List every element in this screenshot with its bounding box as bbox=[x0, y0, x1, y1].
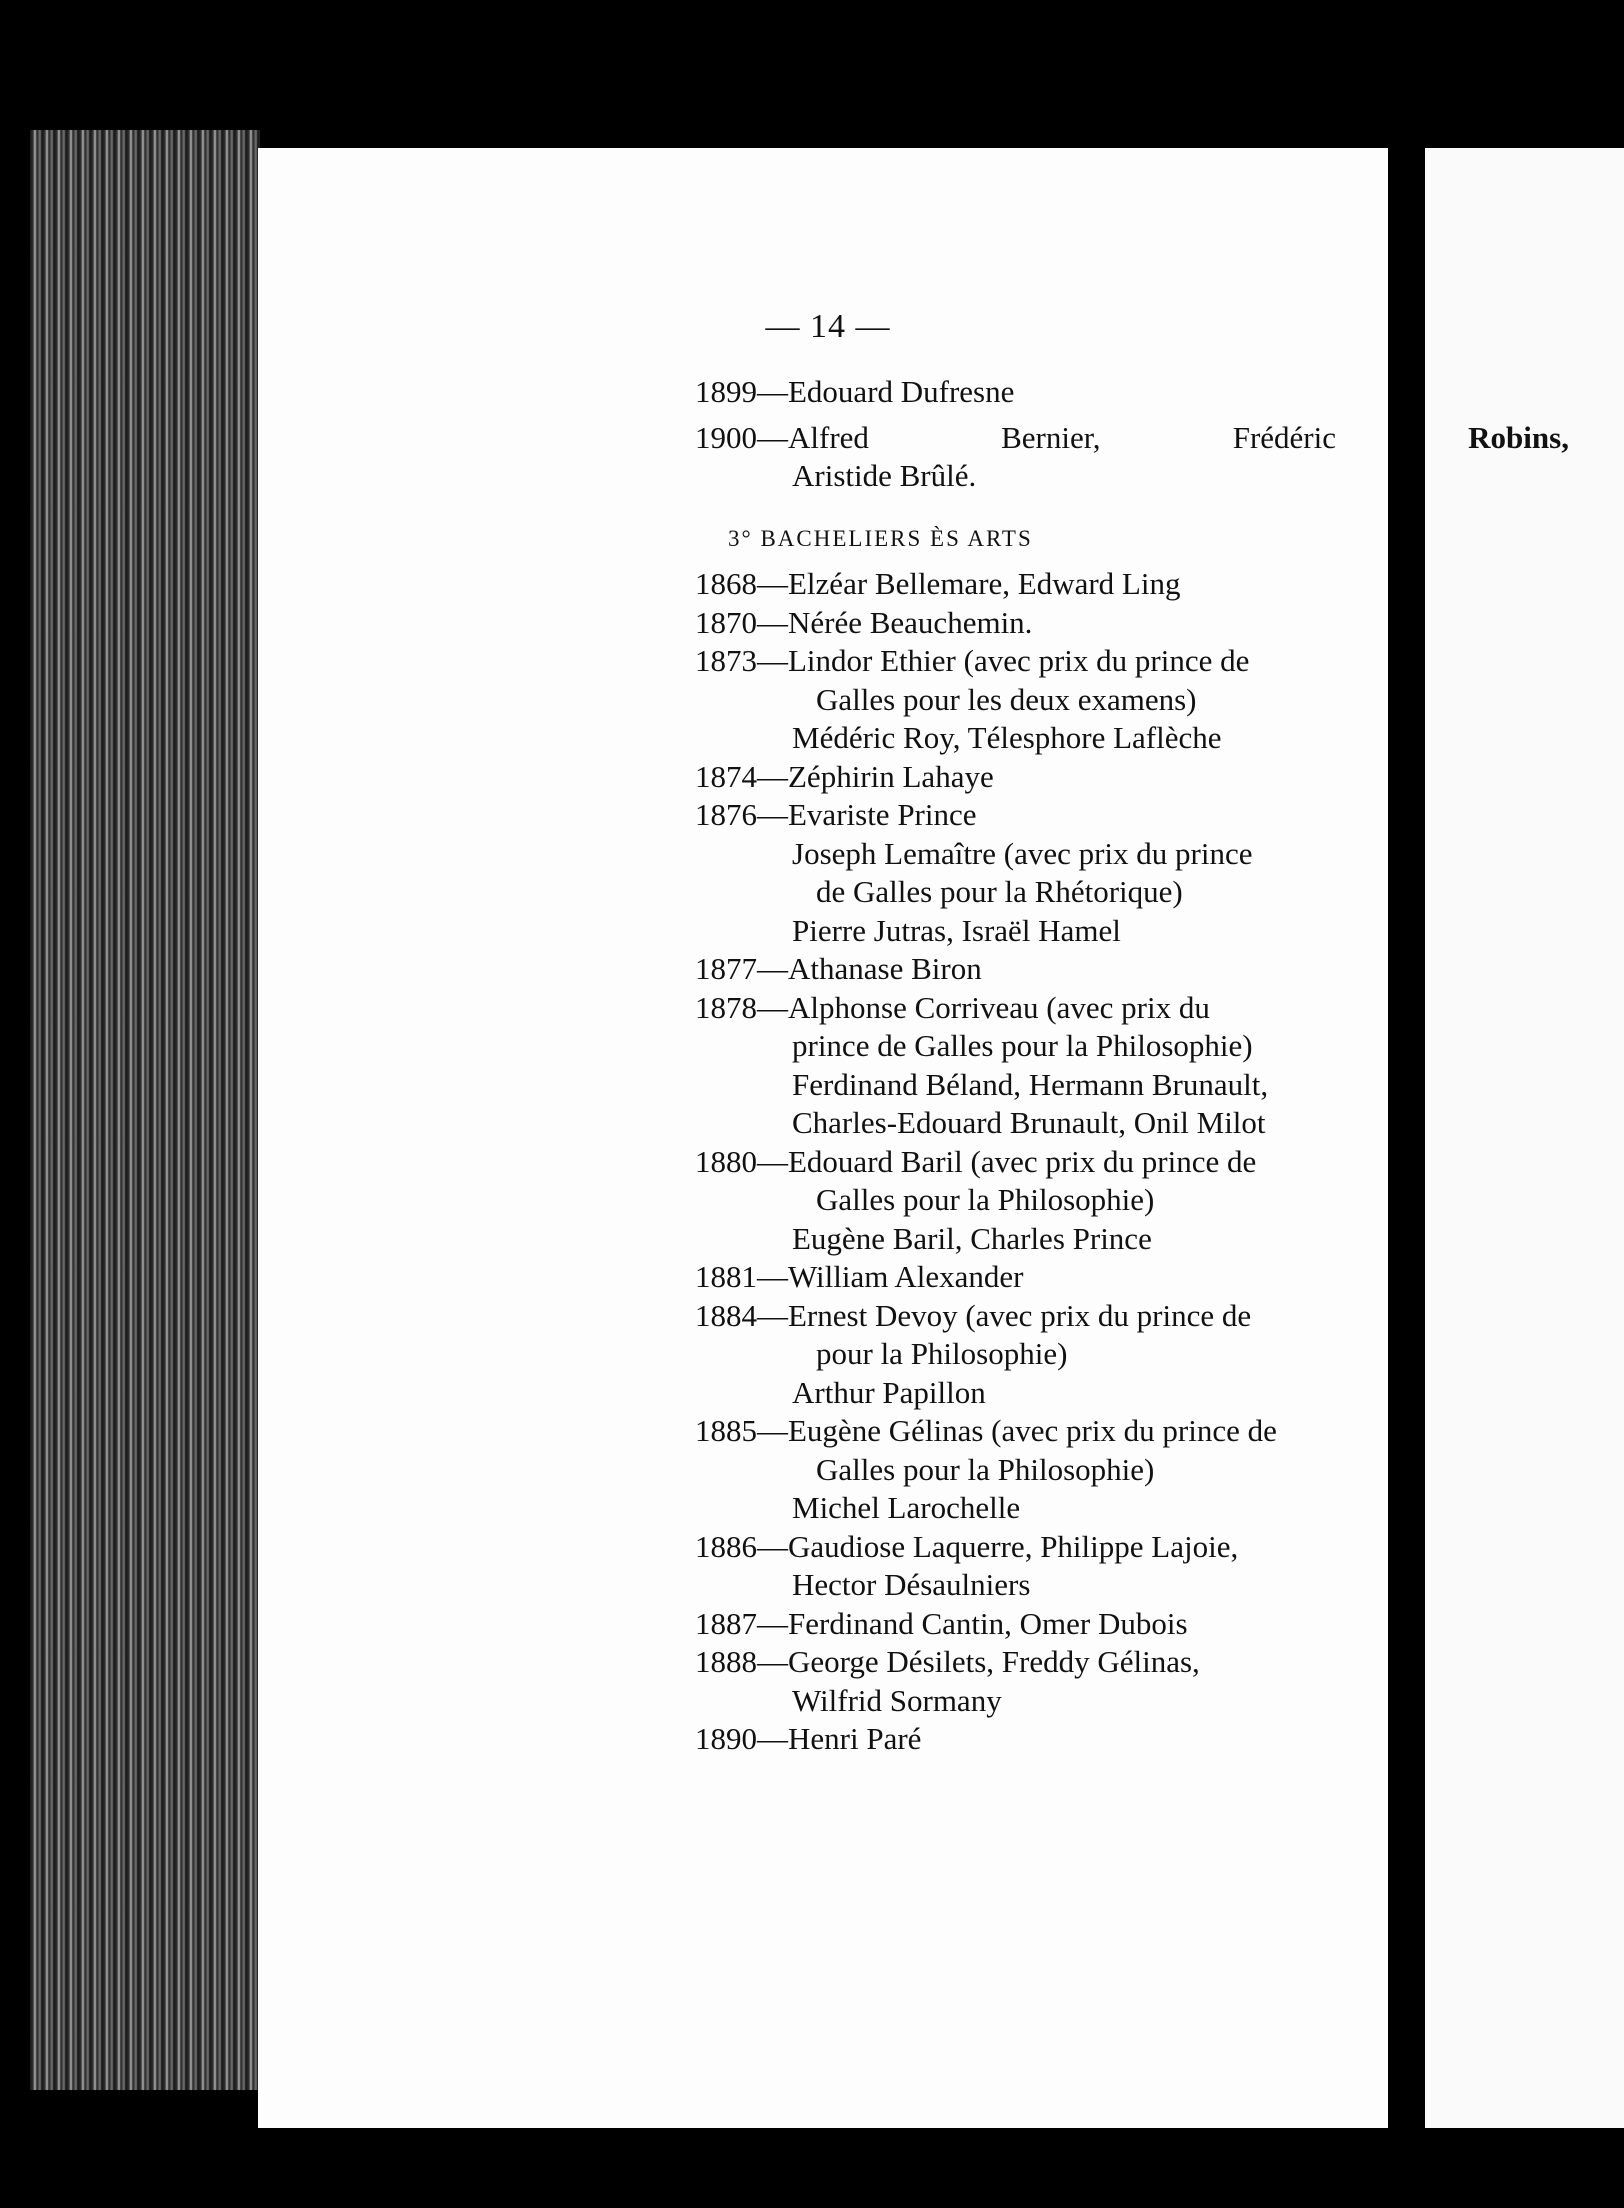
entry-line: 1873—Lindor Ethier (avec prix du prince de bbox=[695, 643, 1250, 678]
entry-line: Hector Désaulniers bbox=[792, 1567, 1031, 1602]
entry-line: Arthur Papillon bbox=[792, 1374, 986, 1410]
entry-line-justified bbox=[695, 420, 1569, 456]
entry-word: Robins, bbox=[1468, 420, 1569, 455]
entry-line: Galles pour les deux examens) bbox=[816, 681, 1197, 717]
entry-line: 1888—George Désilets, Freddy Gélinas, bbox=[695, 1644, 1200, 1679]
entry-line: 1887—Ferdinand Cantin, Omer Dubois bbox=[695, 1605, 1188, 1641]
entry-line: Médéric Roy, Télesphore Laflèche bbox=[792, 720, 1222, 755]
book-edge bbox=[30, 130, 260, 2090]
entry-line: Galles pour la Philosophie) bbox=[816, 1451, 1155, 1487]
entry-line: 1868—Elzéar Bellemare, Edward Ling bbox=[695, 566, 1181, 601]
entry-line: 1886—Gaudiose Laquerre, Philippe Lajoie, bbox=[695, 1528, 1239, 1564]
entry-line: Pierre Jutras, Israël Hamel bbox=[792, 912, 1121, 948]
page-number: — 14 — bbox=[765, 308, 891, 345]
entry-line: 1890—Henri Paré bbox=[695, 1721, 922, 1756]
entry-line: Michel Larochelle bbox=[792, 1490, 1021, 1525]
entry-line: pour la Philosophie) bbox=[816, 1336, 1068, 1371]
entry-line: Ferdinand Béland, Hermann Brunault, bbox=[792, 1066, 1269, 1102]
section-heading: 3° BACHELIERS ÈS ARTS bbox=[728, 526, 1033, 551]
entry-line: 1899—Edouard Dufresne bbox=[695, 374, 1015, 409]
entry-line: 1876—Evariste Prince bbox=[695, 797, 977, 832]
entry-line: 1881—William Alexander bbox=[695, 1259, 1024, 1294]
entry-line: Aristide Brûlé. bbox=[792, 458, 977, 493]
entry-line: Charles-Edouard Brunault, Onil Milot bbox=[792, 1105, 1266, 1140]
entry-line: 1880—Edouard Baril (avec prix du prince de bbox=[695, 1143, 1257, 1179]
entry-line: 1884—Ernest Devoy (avec prix du prince de bbox=[695, 1297, 1252, 1333]
entry-line: 1870—Nérée Beauchemin. bbox=[695, 604, 1033, 640]
entry-line: de Galles pour la Rhétorique) bbox=[816, 874, 1183, 909]
entry-line: prince de Galles pour la Philosophie) bbox=[792, 1028, 1253, 1063]
entry-line: 1877—Athanase Biron bbox=[695, 951, 982, 986]
entry-line: 1874—Zéphirin Lahaye bbox=[695, 758, 994, 794]
entry-word: 1900—Alfred bbox=[695, 420, 869, 455]
entry-line: 1878—Alphonse Corriveau (avec prix du bbox=[695, 989, 1210, 1025]
entry-line: 1885—Eugène Gélinas (avec prix du prince de bbox=[695, 1413, 1277, 1448]
entry-word: Frédéric bbox=[1232, 420, 1336, 455]
page bbox=[258, 148, 1569, 2128]
entry-line: Eugène Baril, Charles Prince bbox=[792, 1220, 1152, 1256]
entry-line: Galles pour la Philosophie) bbox=[816, 1182, 1155, 1217]
entry-word: Bernier, bbox=[1001, 420, 1101, 455]
entry-line: Wilfrid Sormany bbox=[792, 1682, 1002, 1718]
entry-line: Joseph Lemaître (avec prix du prince bbox=[792, 835, 1253, 871]
